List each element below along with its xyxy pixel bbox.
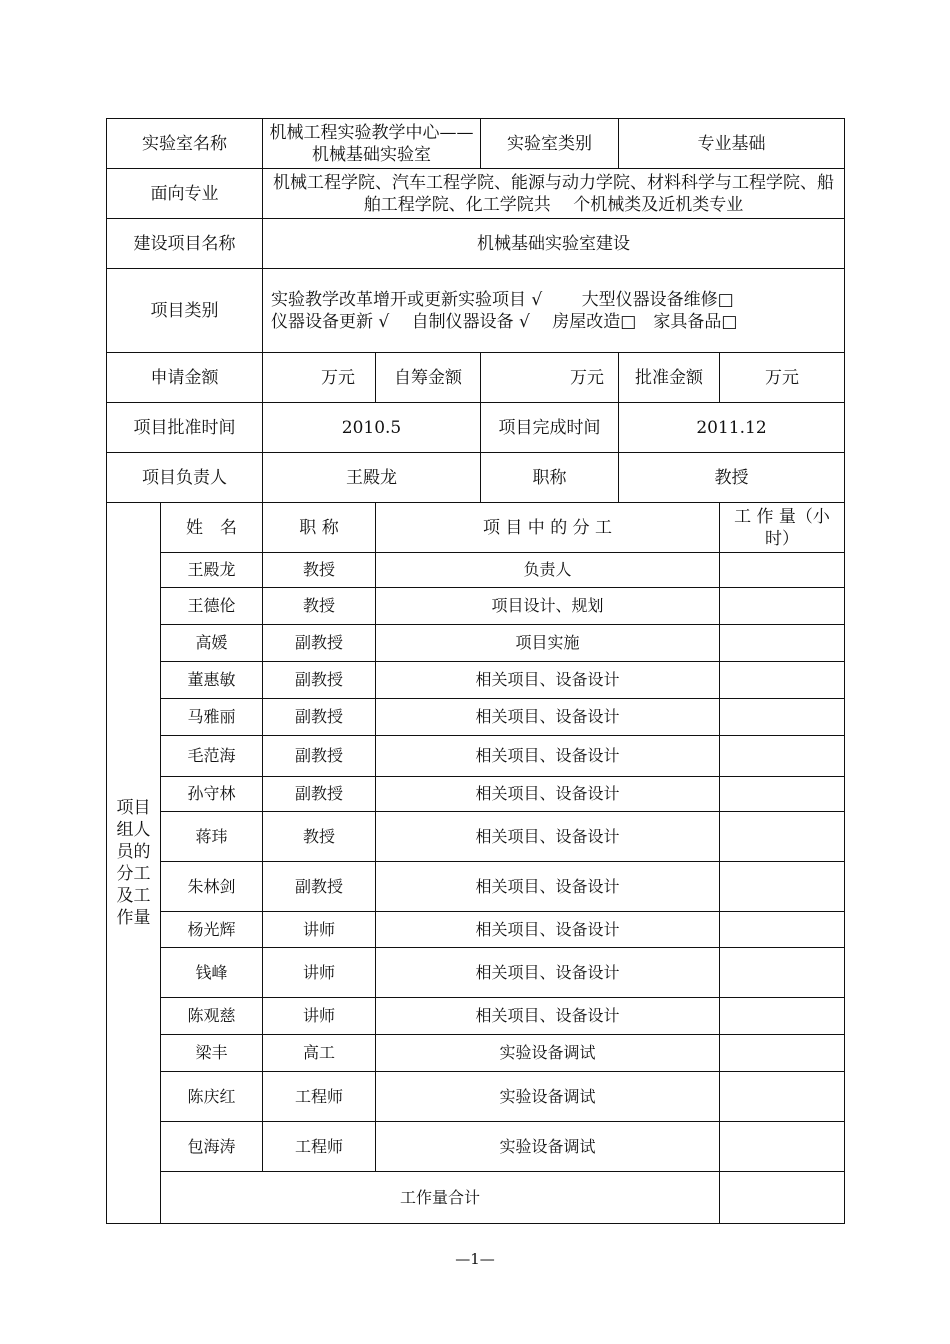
member-role: 实验设备调试 <box>376 1072 720 1122</box>
member-title: 工程师 <box>263 1122 376 1172</box>
member-title: 副教授 <box>263 662 376 699</box>
project-name-label: 建设项目名称 <box>107 219 263 269</box>
member-name: 杨光辉 <box>161 912 263 948</box>
major-row <box>107 169 845 219</box>
member-role: 实验设备调试 <box>376 1035 720 1072</box>
member-title: 教授 <box>263 812 376 862</box>
application-form-table <box>106 118 845 1224</box>
leader-value: 王殿龙 <box>263 453 481 503</box>
project-type-value <box>263 269 845 353</box>
member-workload <box>720 812 845 862</box>
header-title: 职 称 <box>263 503 376 553</box>
member-title: 教授 <box>263 553 376 588</box>
lab-name-value: 机械工程实验教学中心——机械基础实验室 <box>263 119 481 169</box>
self-amount-unit: 万元 <box>481 353 619 403</box>
table-row <box>107 777 845 812</box>
member-workload <box>720 998 845 1035</box>
apply-amount-label: 申请金额 <box>107 353 263 403</box>
member-name: 王德伦 <box>161 588 263 625</box>
member-title: 副教授 <box>263 625 376 662</box>
member-role: 负责人 <box>376 553 720 588</box>
major-label: 面向专业 <box>107 169 263 219</box>
member-workload <box>720 588 845 625</box>
project-type-line-2: 仪器设备更新 √ 自制仪器设备 √ 房屋改造□ 家具备品□ <box>271 311 738 332</box>
member-section-label <box>107 503 161 1224</box>
member-section-label-text: 项目组人员的分工及工作量 <box>116 798 151 928</box>
apply-amount-unit: 万元 <box>263 353 376 403</box>
member-workload <box>720 553 845 588</box>
self-amount-label: 自筹金额 <box>376 353 481 403</box>
member-title: 工程师 <box>263 1072 376 1122</box>
project-name-value: 机械基础实验室建设 <box>263 219 845 269</box>
member-workload <box>720 662 845 699</box>
member-name: 蒋玮 <box>161 812 263 862</box>
page-number: —1— <box>455 1250 495 1268</box>
finish-time-label: 项目完成时间 <box>481 403 619 453</box>
member-role: 相关项目、设备设计 <box>376 912 720 948</box>
member-name: 高媛 <box>161 625 263 662</box>
member-role: 相关项目、设备设计 <box>376 998 720 1035</box>
table-row <box>107 862 845 912</box>
title-value: 教授 <box>619 453 845 503</box>
member-title: 高工 <box>263 1035 376 1072</box>
table-row <box>107 1035 845 1072</box>
time-row <box>107 403 845 453</box>
workload-total-row <box>107 1172 845 1224</box>
project-type-line-1: 实验教学改革增开或更新实验项目 √ 大型仪器设备维修□ <box>271 289 734 310</box>
member-name: 梁丰 <box>161 1035 263 1072</box>
approved-amount-label: 批准金额 <box>619 353 720 403</box>
member-role: 相关项目、设备设计 <box>376 662 720 699</box>
member-role: 相关项目、设备设计 <box>376 862 720 912</box>
member-role: 项目实施 <box>376 625 720 662</box>
member-role: 实验设备调试 <box>376 1122 720 1172</box>
member-name: 王殿龙 <box>161 553 263 588</box>
table-row <box>107 1072 845 1122</box>
member-name: 董惠敏 <box>161 662 263 699</box>
table-row <box>107 948 845 998</box>
member-name: 陈观慈 <box>161 998 263 1035</box>
workload-total-value <box>720 1172 845 1224</box>
header-workload: 工 作 量（小时） <box>720 503 845 553</box>
leader-row <box>107 453 845 503</box>
table-row <box>107 625 845 662</box>
member-workload <box>720 736 845 777</box>
member-workload <box>720 1122 845 1172</box>
member-workload <box>720 948 845 998</box>
project-type-label: 项目类别 <box>107 269 263 353</box>
member-name: 毛范海 <box>161 736 263 777</box>
member-title: 讲师 <box>263 948 376 998</box>
table-row <box>107 736 845 777</box>
lab-name-label: 实验室名称 <box>107 119 263 169</box>
approve-time-value: 2010.5 <box>263 403 481 453</box>
member-workload <box>720 1072 845 1122</box>
major-value: 机械工程学院、汽车工程学院、能源与动力学院、材料科学与工程学院、船舶工程学院、化工学院共 个机械类及近机类专业 <box>263 169 845 219</box>
table-row <box>107 553 845 588</box>
header-name: 姓 名 <box>161 503 263 553</box>
member-name: 朱林剑 <box>161 862 263 912</box>
workload-total-label: 工作量合计 <box>161 1172 720 1224</box>
member-workload <box>720 699 845 736</box>
member-title: 副教授 <box>263 777 376 812</box>
approved-amount-unit: 万元 <box>720 353 845 403</box>
table-row <box>107 662 845 699</box>
member-title: 讲师 <box>263 998 376 1035</box>
member-workload <box>720 1035 845 1072</box>
member-workload <box>720 625 845 662</box>
member-workload <box>720 777 845 812</box>
finish-time-value: 2011.12 <box>619 403 845 453</box>
title-label: 职称 <box>481 453 619 503</box>
lab-type-value: 专业基础 <box>619 119 845 169</box>
member-workload <box>720 912 845 948</box>
approve-time-label: 项目批准时间 <box>107 403 263 453</box>
table-row <box>107 699 845 736</box>
member-title: 副教授 <box>263 862 376 912</box>
member-role: 相关项目、设备设计 <box>376 948 720 998</box>
table-row <box>107 998 845 1035</box>
member-title: 教授 <box>263 588 376 625</box>
member-name: 包海涛 <box>161 1122 263 1172</box>
member-name: 陈庆红 <box>161 1072 263 1122</box>
member-role: 项目设计、规划 <box>376 588 720 625</box>
member-header-row <box>107 503 845 553</box>
member-name: 马雅丽 <box>161 699 263 736</box>
member-title: 副教授 <box>263 699 376 736</box>
project-name-row <box>107 219 845 269</box>
member-title: 副教授 <box>263 736 376 777</box>
lab-type-label: 实验室类别 <box>481 119 619 169</box>
member-workload <box>720 862 845 912</box>
table-row <box>107 588 845 625</box>
project-type-row <box>107 269 845 353</box>
member-name: 钱峰 <box>161 948 263 998</box>
member-role: 相关项目、设备设计 <box>376 777 720 812</box>
member-role: 相关项目、设备设计 <box>376 736 720 777</box>
member-role: 相关项目、设备设计 <box>376 812 720 862</box>
lab-name-row <box>107 119 845 169</box>
table-row <box>107 1122 845 1172</box>
member-name: 孙守林 <box>161 777 263 812</box>
member-role: 相关项目、设备设计 <box>376 699 720 736</box>
amount-row <box>107 353 845 403</box>
table-row <box>107 912 845 948</box>
member-title: 讲师 <box>263 912 376 948</box>
header-role: 项 目 中 的 分 工 <box>376 503 720 553</box>
leader-label: 项目负责人 <box>107 453 263 503</box>
table-row <box>107 812 845 862</box>
